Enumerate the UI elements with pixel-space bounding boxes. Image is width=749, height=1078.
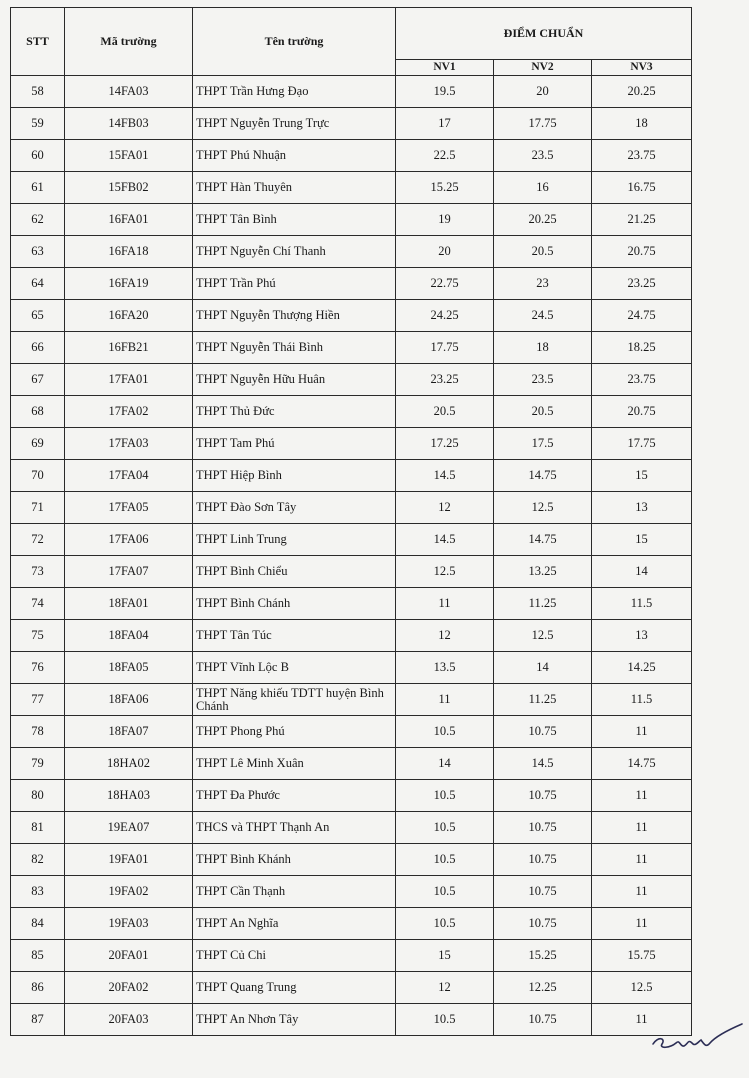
nv3-cell: 11: [592, 1004, 692, 1036]
ma-truong-cell: 17FA07: [65, 556, 193, 588]
table-row: [11, 780, 692, 812]
ma-truong-cell: 16FA19: [65, 268, 193, 300]
table-row: [11, 876, 692, 908]
nv3-cell: 11: [592, 812, 692, 844]
ma-truong-cell: 18HA02: [65, 748, 193, 780]
stt-cell: 61: [11, 172, 65, 204]
nv3-cell: 23.75: [592, 140, 692, 172]
table-row: [11, 300, 692, 332]
nv2-cell: 10.75: [494, 876, 592, 908]
nv1-cell: 19: [396, 204, 494, 236]
ten-truong-cell: THPT Nguyễn Thái Bình: [193, 332, 396, 364]
table-row: [11, 140, 692, 172]
ten-truong-cell: THPT Thủ Đức: [193, 396, 396, 428]
ten-truong-cell: THPT Hiệp Bình: [193, 460, 396, 492]
ma-truong-cell: 18FA06: [65, 684, 193, 716]
ten-truong-cell: THPT Đa Phước: [193, 780, 396, 812]
stt-cell: 62: [11, 204, 65, 236]
nv3-cell: 20.75: [592, 236, 692, 268]
header-nv1: NV1: [396, 60, 494, 76]
stt-cell: 78: [11, 716, 65, 748]
nv2-cell: 10.75: [494, 908, 592, 940]
nv2-cell: 13.25: [494, 556, 592, 588]
ma-truong-cell: 15FB02: [65, 172, 193, 204]
ten-truong-cell: THPT Quang Trung: [193, 972, 396, 1004]
nv3-cell: 18: [592, 108, 692, 140]
nv3-cell: 11: [592, 876, 692, 908]
ten-truong-cell: THPT Nguyễn Trung Trực: [193, 108, 396, 140]
nv3-cell: 23.75: [592, 364, 692, 396]
stt-cell: 87: [11, 1004, 65, 1036]
header-nv3: NV3: [592, 60, 692, 76]
ma-truong-cell: 18FA04: [65, 620, 193, 652]
table-row: [11, 684, 692, 716]
nv1-cell: 17: [396, 108, 494, 140]
ten-truong-cell: THPT An Nghĩa: [193, 908, 396, 940]
ma-truong-cell: 17FA05: [65, 492, 193, 524]
table-row: [11, 268, 692, 300]
table-row: [11, 556, 692, 588]
ma-truong-cell: 18FA01: [65, 588, 193, 620]
nv2-cell: 10.75: [494, 716, 592, 748]
nv1-cell: 14.5: [396, 524, 494, 556]
ten-truong-cell: THPT Nguyễn Chí Thanh: [193, 236, 396, 268]
stt-cell: 75: [11, 620, 65, 652]
nv2-cell: 17.5: [494, 428, 592, 460]
table-row: [11, 940, 692, 972]
stt-cell: 65: [11, 300, 65, 332]
ma-truong-cell: 19FA02: [65, 876, 193, 908]
ten-truong-cell: THPT Hàn Thuyên: [193, 172, 396, 204]
stt-cell: 73: [11, 556, 65, 588]
table-row: [11, 844, 692, 876]
ma-truong-cell: 18HA03: [65, 780, 193, 812]
ten-truong-cell: THPT Bình Chiểu: [193, 556, 396, 588]
ma-truong-cell: 17FA01: [65, 364, 193, 396]
stt-cell: 63: [11, 236, 65, 268]
nv1-cell: 14: [396, 748, 494, 780]
ma-truong-cell: 14FA03: [65, 76, 193, 108]
stt-cell: 84: [11, 908, 65, 940]
ten-truong-cell: THPT Nguyễn Thượng Hiền: [193, 300, 396, 332]
nv1-cell: 12: [396, 492, 494, 524]
nv2-cell: 12.25: [494, 972, 592, 1004]
nv1-cell: 10.5: [396, 780, 494, 812]
ten-truong-cell: THPT Nguyễn Hữu Huân: [193, 364, 396, 396]
ma-truong-cell: 20FA01: [65, 940, 193, 972]
header-ma-truong: Mã trường: [65, 8, 193, 76]
table-row: [11, 204, 692, 236]
stt-cell: 59: [11, 108, 65, 140]
table-row: [11, 972, 692, 1004]
ma-truong-cell: 18FA05: [65, 652, 193, 684]
nv3-cell: 14.75: [592, 748, 692, 780]
nv3-cell: 20.25: [592, 76, 692, 108]
nv3-cell: 11: [592, 716, 692, 748]
nv2-cell: 10.75: [494, 844, 592, 876]
nv1-cell: 17.75: [396, 332, 494, 364]
nv3-cell: 24.75: [592, 300, 692, 332]
nv2-cell: 17.75: [494, 108, 592, 140]
stt-cell: 82: [11, 844, 65, 876]
nv1-cell: 17.25: [396, 428, 494, 460]
table-row: [11, 1004, 692, 1036]
ten-truong-cell: THPT An Nhơn Tây: [193, 1004, 396, 1036]
stt-cell: 85: [11, 940, 65, 972]
header-diem-chuan: ĐIỂM CHUẨN: [396, 8, 692, 60]
nv2-cell: 16: [494, 172, 592, 204]
table-row: [11, 332, 692, 364]
nv1-cell: 10.5: [396, 716, 494, 748]
stt-cell: 58: [11, 76, 65, 108]
nv3-cell: 11: [592, 780, 692, 812]
stt-cell: 68: [11, 396, 65, 428]
ten-truong-cell: THPT Lê Minh Xuân: [193, 748, 396, 780]
ma-truong-cell: 19FA01: [65, 844, 193, 876]
nv1-cell: 20.5: [396, 396, 494, 428]
nv3-cell: 13: [592, 620, 692, 652]
stt-cell: 81: [11, 812, 65, 844]
nv1-cell: 13.5: [396, 652, 494, 684]
ma-truong-cell: 17FA04: [65, 460, 193, 492]
nv2-cell: 20: [494, 76, 592, 108]
ma-truong-cell: 19FA03: [65, 908, 193, 940]
nv1-cell: 11: [396, 588, 494, 620]
stt-cell: 74: [11, 588, 65, 620]
nv1-cell: 24.25: [396, 300, 494, 332]
ma-truong-cell: 19EA07: [65, 812, 193, 844]
nv2-cell: 20.5: [494, 396, 592, 428]
ten-truong-cell: THPT Đào Sơn Tây: [193, 492, 396, 524]
ma-truong-cell: 18FA07: [65, 716, 193, 748]
nv1-cell: 11: [396, 684, 494, 716]
nv2-cell: 23.5: [494, 364, 592, 396]
nv3-cell: 17.75: [592, 428, 692, 460]
stt-cell: 80: [11, 780, 65, 812]
nv2-cell: 23: [494, 268, 592, 300]
nv3-cell: 14.25: [592, 652, 692, 684]
table-row: [11, 108, 692, 140]
ten-truong-cell: THPT Phong Phú: [193, 716, 396, 748]
ma-truong-cell: 16FB21: [65, 332, 193, 364]
ten-truong-cell: THPT Củ Chi: [193, 940, 396, 972]
ma-truong-cell: 17FA03: [65, 428, 193, 460]
nv1-cell: 22.75: [396, 268, 494, 300]
stt-cell: 83: [11, 876, 65, 908]
nv2-cell: 10.75: [494, 812, 592, 844]
signature-mark: [650, 1022, 745, 1062]
stt-cell: 66: [11, 332, 65, 364]
ten-truong-cell: THPT Cần Thạnh: [193, 876, 396, 908]
nv2-cell: 14.5: [494, 748, 592, 780]
nv2-cell: 10.75: [494, 780, 592, 812]
ten-truong-cell: THPT Năng khiếu TDTT huyện Bình Chánh: [193, 684, 396, 716]
nv2-cell: 12.5: [494, 620, 592, 652]
table-row: [11, 236, 692, 268]
ten-truong-cell: THPT Trần Phú: [193, 268, 396, 300]
stt-cell: 67: [11, 364, 65, 396]
nv3-cell: 12.5: [592, 972, 692, 1004]
nv2-cell: 15.25: [494, 940, 592, 972]
nv1-cell: 15: [396, 940, 494, 972]
stt-cell: 76: [11, 652, 65, 684]
table-row: [11, 460, 692, 492]
table-row: [11, 172, 692, 204]
nv2-cell: 14: [494, 652, 592, 684]
ma-truong-cell: 17FA06: [65, 524, 193, 556]
admission-scores-table: [10, 7, 692, 1036]
ten-truong-cell: THCS và THPT Thạnh An: [193, 812, 396, 844]
nv1-cell: 14.5: [396, 460, 494, 492]
ma-truong-cell: 14FB03: [65, 108, 193, 140]
ma-truong-cell: 20FA02: [65, 972, 193, 1004]
nv2-cell: 20.25: [494, 204, 592, 236]
nv1-cell: 12: [396, 972, 494, 1004]
nv1-cell: 12: [396, 620, 494, 652]
table-row: [11, 652, 692, 684]
nv2-cell: 24.5: [494, 300, 592, 332]
header-stt: STT: [11, 8, 65, 76]
ten-truong-cell: THPT Vĩnh Lộc B: [193, 652, 396, 684]
nv2-cell: 23.5: [494, 140, 592, 172]
stt-cell: 72: [11, 524, 65, 556]
header-ten-truong: Tên trường: [193, 8, 396, 76]
table-row: [11, 396, 692, 428]
ten-truong-cell: THPT Tam Phú: [193, 428, 396, 460]
nv1-cell: 19.5: [396, 76, 494, 108]
nv3-cell: 11.5: [592, 588, 692, 620]
nv3-cell: 15: [592, 524, 692, 556]
stt-cell: 71: [11, 492, 65, 524]
stt-cell: 77: [11, 684, 65, 716]
nv1-cell: 20: [396, 236, 494, 268]
ma-truong-cell: 16FA20: [65, 300, 193, 332]
ten-truong-cell: THPT Trần Hưng Đạo: [193, 76, 396, 108]
ma-truong-cell: 20FA03: [65, 1004, 193, 1036]
stt-cell: 86: [11, 972, 65, 1004]
table-row: [11, 524, 692, 556]
table-row: [11, 364, 692, 396]
nv3-cell: 18.25: [592, 332, 692, 364]
ma-truong-cell: 16FA18: [65, 236, 193, 268]
nv2-cell: 10.75: [494, 1004, 592, 1036]
nv1-cell: 23.25: [396, 364, 494, 396]
nv3-cell: 16.75: [592, 172, 692, 204]
nv2-cell: 14.75: [494, 524, 592, 556]
nv1-cell: 12.5: [396, 556, 494, 588]
table-body: [11, 76, 692, 1036]
nv1-cell: 10.5: [396, 1004, 494, 1036]
ma-truong-cell: 15FA01: [65, 140, 193, 172]
nv3-cell: 11: [592, 844, 692, 876]
nv2-cell: 11.25: [494, 684, 592, 716]
nv2-cell: 20.5: [494, 236, 592, 268]
ten-truong-cell: THPT Bình Khánh: [193, 844, 396, 876]
nv2-cell: 11.25: [494, 588, 592, 620]
ten-truong-cell: THPT Bình Chánh: [193, 588, 396, 620]
nv1-cell: 10.5: [396, 908, 494, 940]
nv2-cell: 18: [494, 332, 592, 364]
nv3-cell: 11: [592, 908, 692, 940]
ma-truong-cell: 17FA02: [65, 396, 193, 428]
ma-truong-cell: 16FA01: [65, 204, 193, 236]
ten-truong-cell: THPT Tân Túc: [193, 620, 396, 652]
ten-truong-cell: THPT Linh Trung: [193, 524, 396, 556]
nv3-cell: 23.25: [592, 268, 692, 300]
table-row: [11, 588, 692, 620]
table-row: [11, 812, 692, 844]
table-row: [11, 428, 692, 460]
nv1-cell: 15.25: [396, 172, 494, 204]
stt-cell: 64: [11, 268, 65, 300]
nv3-cell: 11.5: [592, 684, 692, 716]
ten-truong-cell: THPT Tân Bình: [193, 204, 396, 236]
nv3-cell: 21.25: [592, 204, 692, 236]
nv3-cell: 15: [592, 460, 692, 492]
stt-cell: 70: [11, 460, 65, 492]
table-row: [11, 620, 692, 652]
table-row: [11, 716, 692, 748]
table-row: [11, 492, 692, 524]
nv3-cell: 13: [592, 492, 692, 524]
nv1-cell: 10.5: [396, 876, 494, 908]
ten-truong-cell: THPT Phú Nhuận: [193, 140, 396, 172]
table-row: [11, 76, 692, 108]
nv1-cell: 22.5: [396, 140, 494, 172]
nv3-cell: 15.75: [592, 940, 692, 972]
stt-cell: 69: [11, 428, 65, 460]
nv2-cell: 14.75: [494, 460, 592, 492]
nv2-cell: 12.5: [494, 492, 592, 524]
table-row: [11, 908, 692, 940]
nv1-cell: 10.5: [396, 812, 494, 844]
nv3-cell: 14: [592, 556, 692, 588]
header-nv2: NV2: [494, 60, 592, 76]
nv1-cell: 10.5: [396, 844, 494, 876]
table-row: [11, 748, 692, 780]
stt-cell: 60: [11, 140, 65, 172]
stt-cell: 79: [11, 748, 65, 780]
nv3-cell: 20.75: [592, 396, 692, 428]
